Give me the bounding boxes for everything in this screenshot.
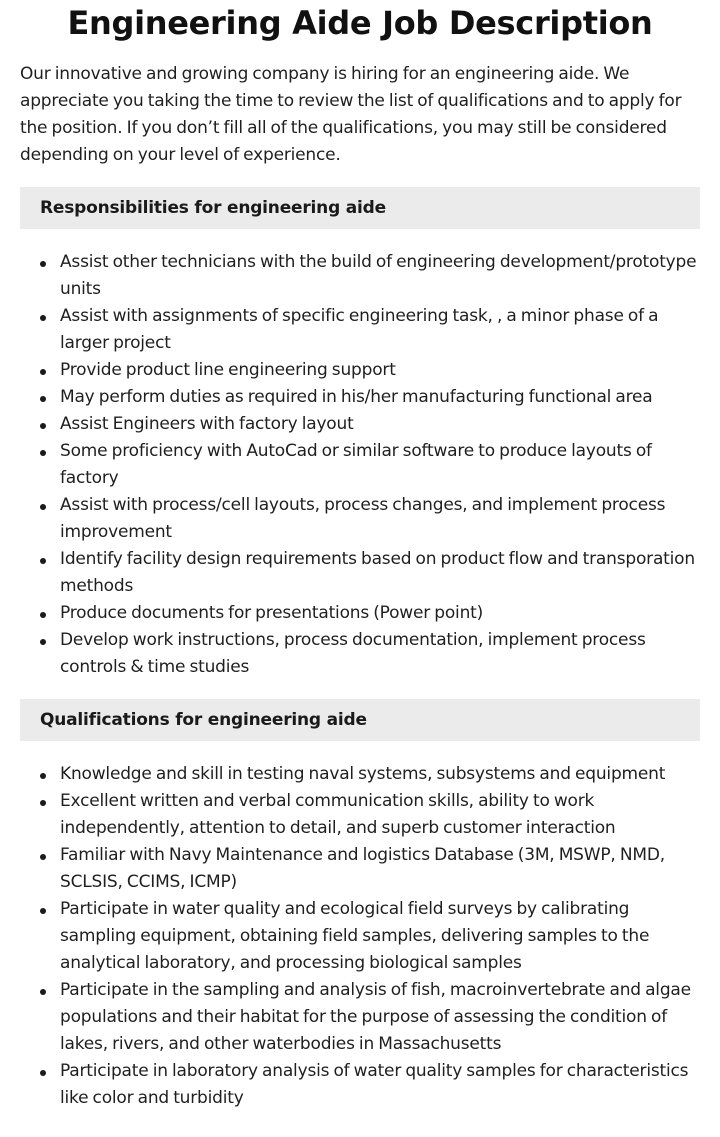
list-item — [20, 788, 700, 842]
responsibilities-list — [20, 249, 700, 681]
list-item-text: Participate in water quality and ecological field surveys by calibrating sampling equipment, obtaining field samples, delivering samples to the analytical laboratory, and processing biological samples — [60, 899, 650, 973]
list-item — [20, 842, 700, 896]
responsibilities-heading: Responsibilities for engineering aide — [20, 187, 700, 229]
list-item-text: Participate in laboratory analysis of water quality samples for characteristics like color and turbidity — [60, 1061, 689, 1108]
list-item-text: Produce documents for presentations (Power point) — [60, 603, 484, 623]
list-item — [20, 438, 700, 492]
list-item — [20, 761, 700, 788]
list-item — [20, 303, 700, 357]
bullet-icon — [40, 639, 46, 645]
list-item — [20, 249, 700, 303]
list-item-text: Some proficiency with AutoCad or similar software to produce layouts of factory — [60, 441, 652, 488]
bullet-icon — [40, 1070, 46, 1076]
list-item-text: Familiar with Navy Maintenance and logistics Database (3M, MSWP, NMD, SCLSIS, CCIMS, ICMP) — [60, 845, 665, 892]
bullet-icon — [40, 773, 46, 779]
bullet-icon — [40, 908, 46, 914]
bullet-icon — [40, 261, 46, 267]
list-item-text: Assist Engineers with factory layout — [60, 414, 354, 434]
bullet-icon — [40, 504, 46, 510]
list-item-text: Identify facility design requirements based on product flow and transporation methods — [60, 549, 695, 596]
list-item-text: Assist with process/cell layouts, process changes, and implement process improvement — [60, 495, 666, 542]
bullet-icon — [40, 558, 46, 564]
list-item-text: May perform duties as required in his/her manufacturing functional area — [60, 387, 653, 407]
list-item — [20, 357, 700, 384]
list-item-text: Develop work instructions, process documentation, implement process controls & time studies — [60, 630, 646, 677]
bullet-icon — [40, 800, 46, 806]
bullet-icon — [40, 315, 46, 321]
list-item — [20, 546, 700, 600]
bullet-icon — [40, 989, 46, 995]
bullet-icon — [40, 450, 46, 456]
qualifications-list — [20, 761, 700, 1112]
qualifications-heading: Qualifications for engineering aide — [20, 699, 700, 741]
list-item — [20, 896, 700, 977]
list-item-text: Provide product line engineering support — [60, 360, 396, 380]
list-item — [20, 492, 700, 546]
list-item-text: Assist with assignments of specific engineering task, , a minor phase of a larger project — [60, 306, 659, 353]
list-item — [20, 627, 700, 681]
list-item-text: Knowledge and skill in testing naval systems, subsystems and equipment — [60, 764, 666, 784]
bullet-icon — [40, 423, 46, 429]
list-item — [20, 600, 700, 627]
list-item-text: Participate in the sampling and analysis of fish, macroinvertebrate and algae populations and their habitat for the purpose of assessing the condition of lakes, rivers, and other waterbodies in Massachusetts — [60, 980, 691, 1054]
list-item — [20, 1058, 700, 1112]
intro-paragraph: Our innovative and growing company is hiring for an engineering aide. We appreciate you taking the time to review the list of qualifications and to apply for the position. If you don’t fill all of the qualifications, you may still be considered depending on your level of experience. — [20, 64, 682, 165]
list-item-text: Assist other technicians with the build of engineering development/prototype units — [60, 252, 697, 299]
list-item — [20, 384, 700, 411]
list-item — [20, 411, 700, 438]
bullet-icon — [40, 396, 46, 402]
bullet-icon — [40, 612, 46, 618]
page-title: Engineering Aide Job Description — [67, 4, 653, 42]
bullet-icon — [40, 854, 46, 860]
list-item-text: Excellent written and verbal communication skills, ability to work independently, attention to detail, and superb customer interaction — [60, 791, 616, 838]
list-item — [20, 977, 700, 1058]
bullet-icon — [40, 369, 46, 375]
